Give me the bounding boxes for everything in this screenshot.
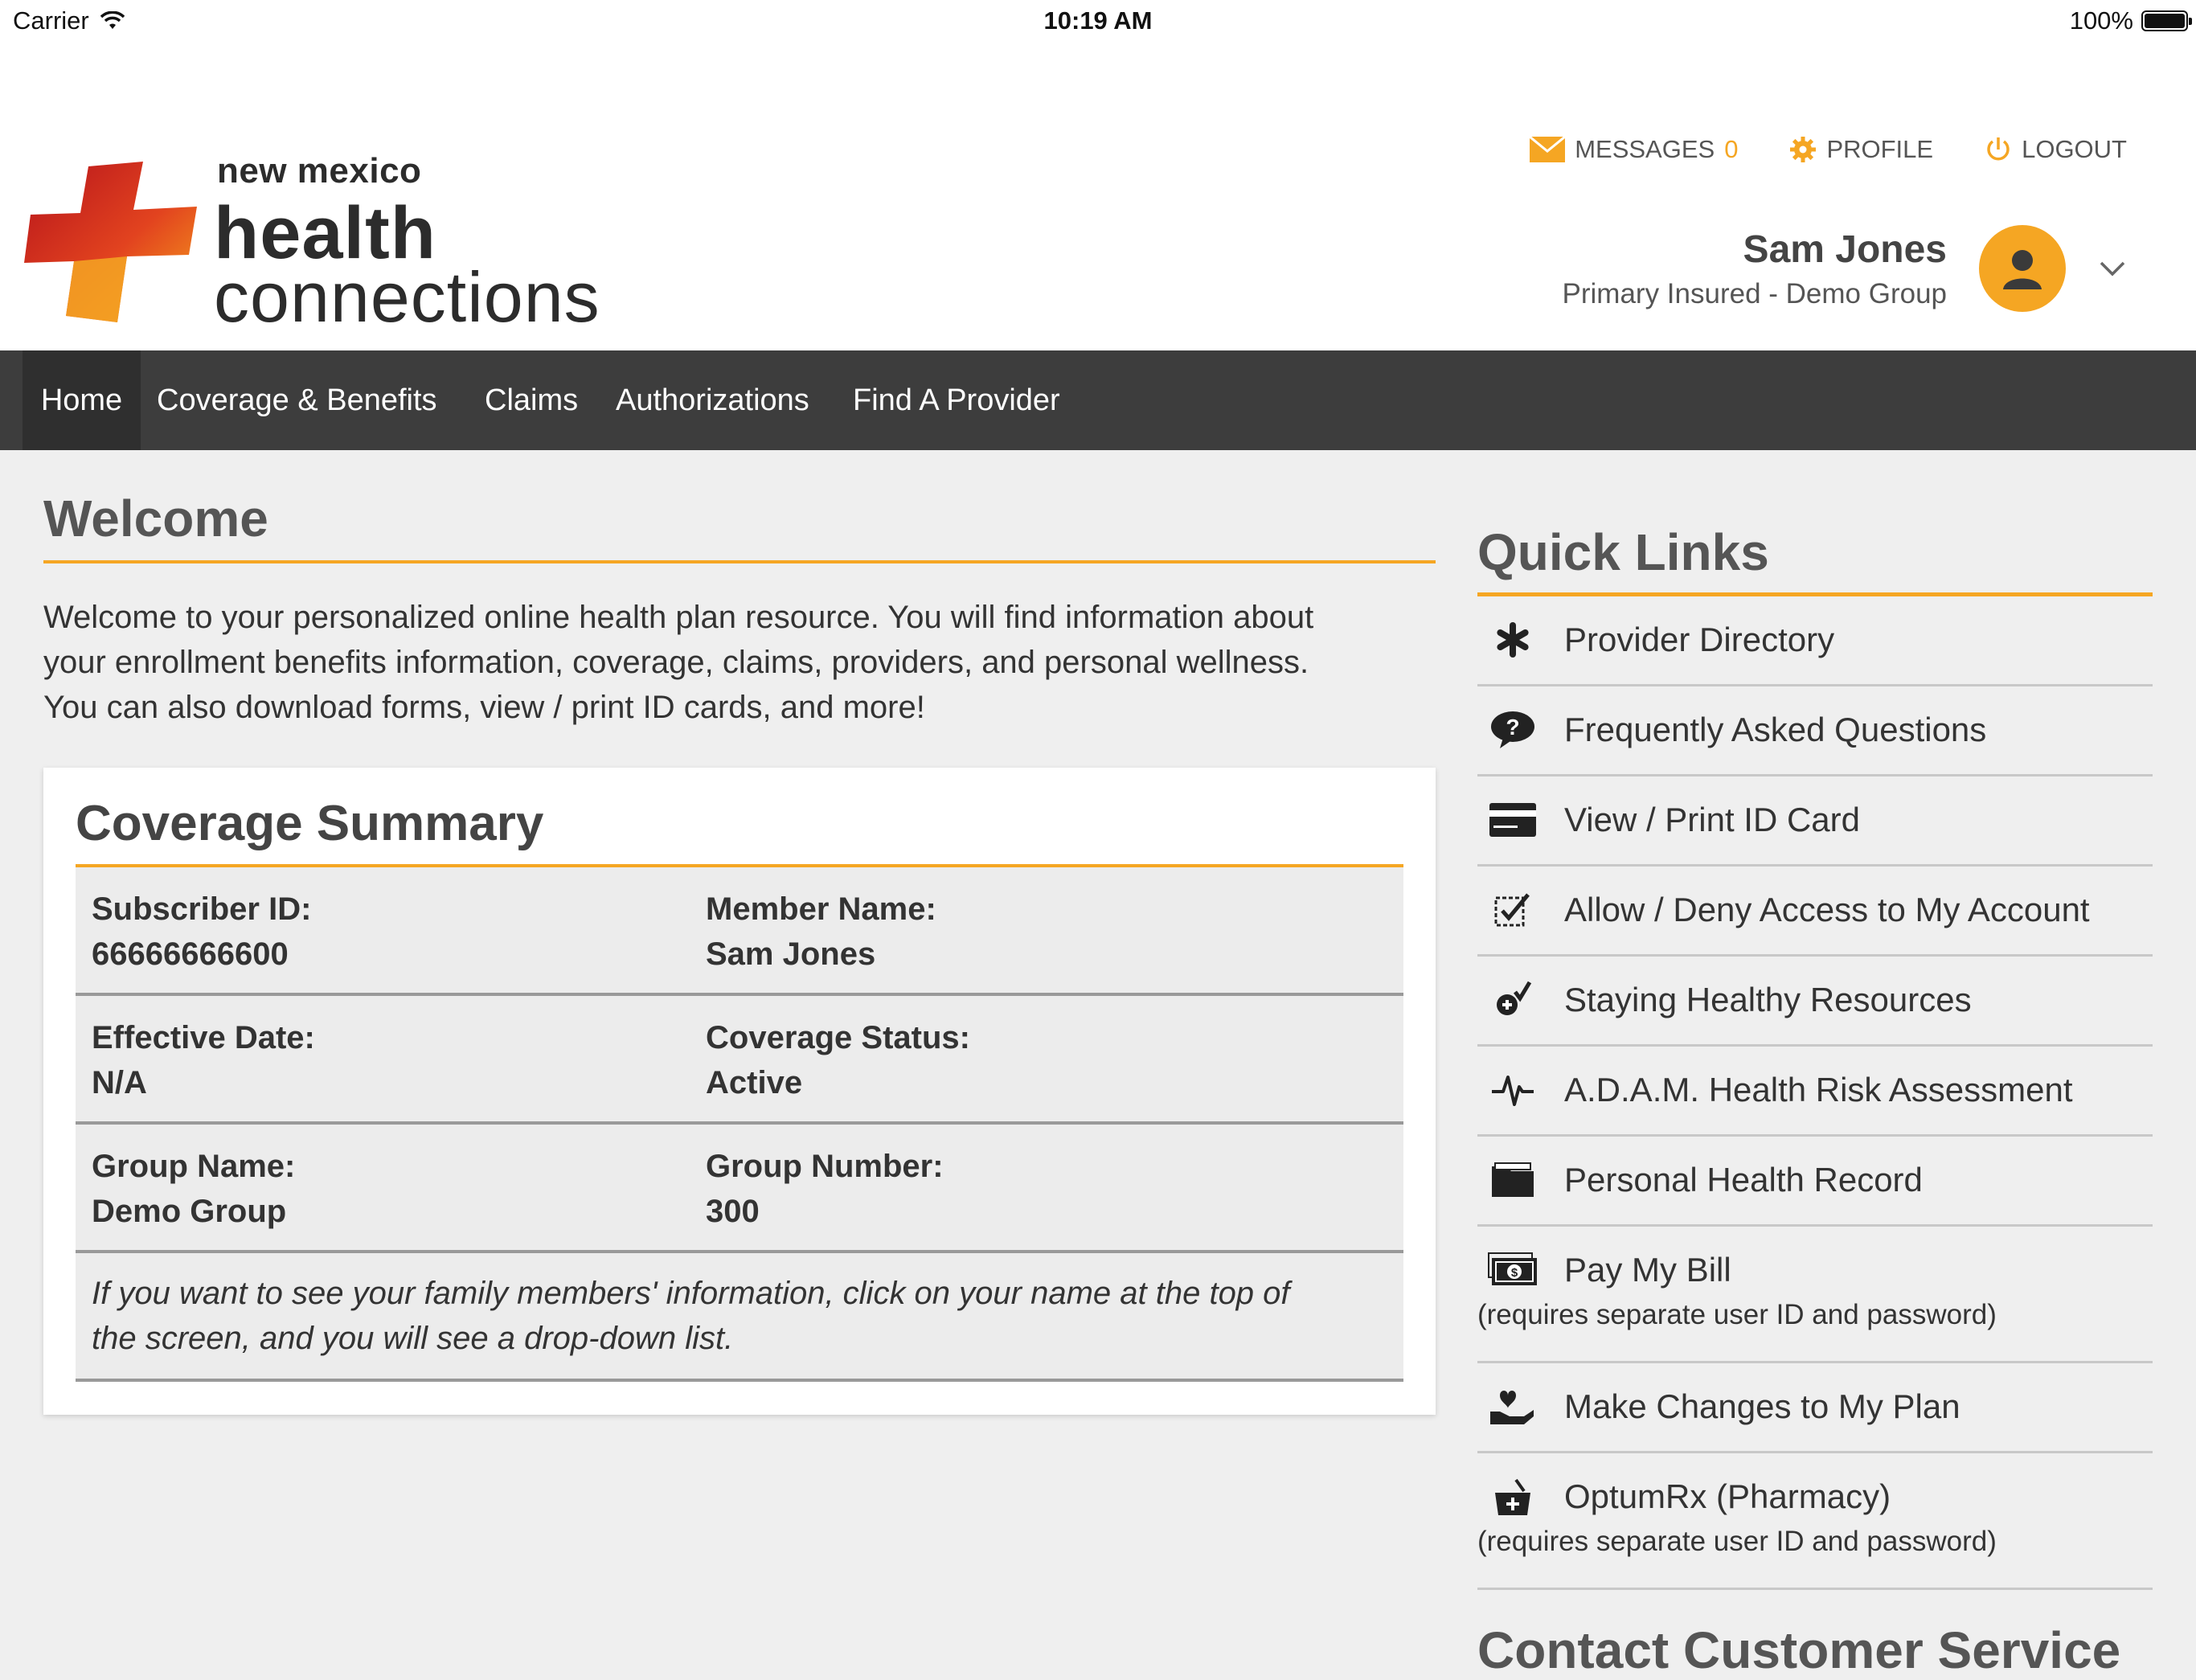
member-name-label: Member Name: <box>706 891 936 927</box>
subscriber-id-label: Subscriber ID: <box>92 891 312 927</box>
envelope-icon <box>1530 137 1565 162</box>
subscriber-id-value: 66666666600 <box>92 936 289 972</box>
user-name[interactable]: Sam Jones <box>1743 227 1947 271</box>
coverage-row <box>76 867 1403 996</box>
profile-link[interactable] <box>1789 135 1933 164</box>
coverage-status-label: Coverage Status: <box>706 1020 970 1055</box>
quick-link-plan-changes[interactable]: Make Changes to My Plan <box>1477 1363 2153 1453</box>
profile-label: PROFILE <box>1826 135 1934 163</box>
group-name-label: Group Name: <box>92 1149 296 1184</box>
welcome-title: Welcome <box>43 490 268 547</box>
welcome-divider <box>43 560 1436 563</box>
nav-claims[interactable]: Claims <box>485 383 579 417</box>
coverage-row <box>76 996 1403 1125</box>
header <box>0 45 2196 350</box>
effective-date-value: N/A <box>92 1065 147 1100</box>
logo-text-connections: connections <box>214 257 600 337</box>
quick-link-id-card[interactable]: View / Print ID Card <box>1477 776 2153 867</box>
coverage-summary-card <box>43 768 1436 1415</box>
quick-link-pay-bill[interactable]: $ Pay My Bill (requires separate user ID and password) <box>1477 1227 2153 1363</box>
nav-coverage-benefits[interactable]: Coverage & Benefits <box>157 383 437 417</box>
chevron-down-icon[interactable] <box>2098 259 2127 278</box>
quick-link-health-record[interactable]: Personal Health Record <box>1477 1137 2153 1227</box>
member-name-value: Sam Jones <box>706 936 876 972</box>
user-menu[interactable] <box>1563 225 2127 312</box>
nav-home[interactable]: Home <box>23 350 141 450</box>
logo-text-new-mexico: new mexico <box>217 151 422 191</box>
logo-text-health: health <box>214 192 436 274</box>
folder-icon <box>1487 1156 1538 1204</box>
welcome-text: Welcome to your personalized online health plan resource. You will find information about your enrollment benefits information, coverage, claims, providers, and personal wellness. You can also download forms, view / print ID cards, and more! <box>43 600 1314 725</box>
quick-link-access[interactable]: Allow / Deny Access to My Account <box>1477 867 2153 957</box>
messages-count: 0 <box>1724 135 1739 163</box>
cross-logo-icon <box>24 162 197 322</box>
battery-percent: 100% <box>2069 6 2133 35</box>
logo[interactable] <box>24 117 600 337</box>
battery-icon <box>2141 10 2188 31</box>
user-icon <box>1998 244 2046 293</box>
user-role: Primary Insured - Demo Group <box>1562 277 1947 309</box>
money-icon <box>1487 1246 1538 1294</box>
quick-link-faq[interactable]: ? Frequently Asked Questions <box>1477 686 2153 776</box>
logout-link[interactable] <box>1985 135 2127 164</box>
hand-heart-icon <box>1487 1383 1538 1431</box>
carrier-label: Carrier <box>13 6 89 35</box>
pharmacy-basket-icon <box>1487 1473 1538 1521</box>
nav-authorizations[interactable]: Authorizations <box>616 383 809 417</box>
family-members-note: If you want to see your family members' information, click on your name at the top of the screen, and you will see a drop-down list. <box>92 1276 1290 1356</box>
avatar[interactable] <box>1979 225 2066 312</box>
messages-link[interactable] <box>1530 135 1738 164</box>
group-name-value: Demo Group <box>92 1194 287 1229</box>
coverage-status-value: Active <box>706 1065 803 1100</box>
id-card-icon <box>1487 796 1538 844</box>
power-icon <box>1985 136 2012 163</box>
quick-links-title: Quick Links <box>1477 523 1769 581</box>
health-check-icon <box>1487 976 1538 1024</box>
checkbox-icon <box>1487 886 1538 934</box>
gear-icon <box>1789 136 1817 163</box>
svg-text:?: ? <box>1506 715 1520 740</box>
quick-link-risk-assessment[interactable]: A.D.A.M. Health Risk Assessment <box>1477 1047 2153 1137</box>
main-nav <box>0 350 2196 450</box>
quick-link-provider-directory[interactable]: Provider Directory <box>1477 596 2153 686</box>
question-bubble-icon <box>1487 706 1538 754</box>
quick-link-optumrx[interactable]: OptumRx (Pharmacy) (requires separate user ID and password) <box>1477 1453 2153 1590</box>
nav-find-a-provider[interactable]: Find A Provider <box>853 383 1060 417</box>
logout-label: LOGOUT <box>2022 135 2127 163</box>
group-number-value: 300 <box>706 1194 760 1229</box>
contact-customer-service-heading: Contact Customer Service <box>1477 1621 2121 1679</box>
coverage-summary-title: Coverage Summary <box>76 796 544 851</box>
messages-label: MESSAGES <box>1575 135 1715 163</box>
svg-text:$: $ <box>1510 1266 1518 1280</box>
coverage-row <box>76 1125 1403 1253</box>
asterisk-icon <box>1487 616 1538 664</box>
group-number-label: Group Number: <box>706 1149 944 1184</box>
clock: 10:19 AM <box>1043 6 1153 35</box>
effective-date-label: Effective Date: <box>92 1020 315 1055</box>
status-bar <box>0 0 2196 45</box>
quick-link-staying-healthy[interactable]: Staying Healthy Resources <box>1477 957 2153 1047</box>
top-links <box>1530 135 2127 164</box>
coverage-note-row <box>76 1253 1403 1382</box>
heartbeat-icon <box>1487 1066 1538 1114</box>
